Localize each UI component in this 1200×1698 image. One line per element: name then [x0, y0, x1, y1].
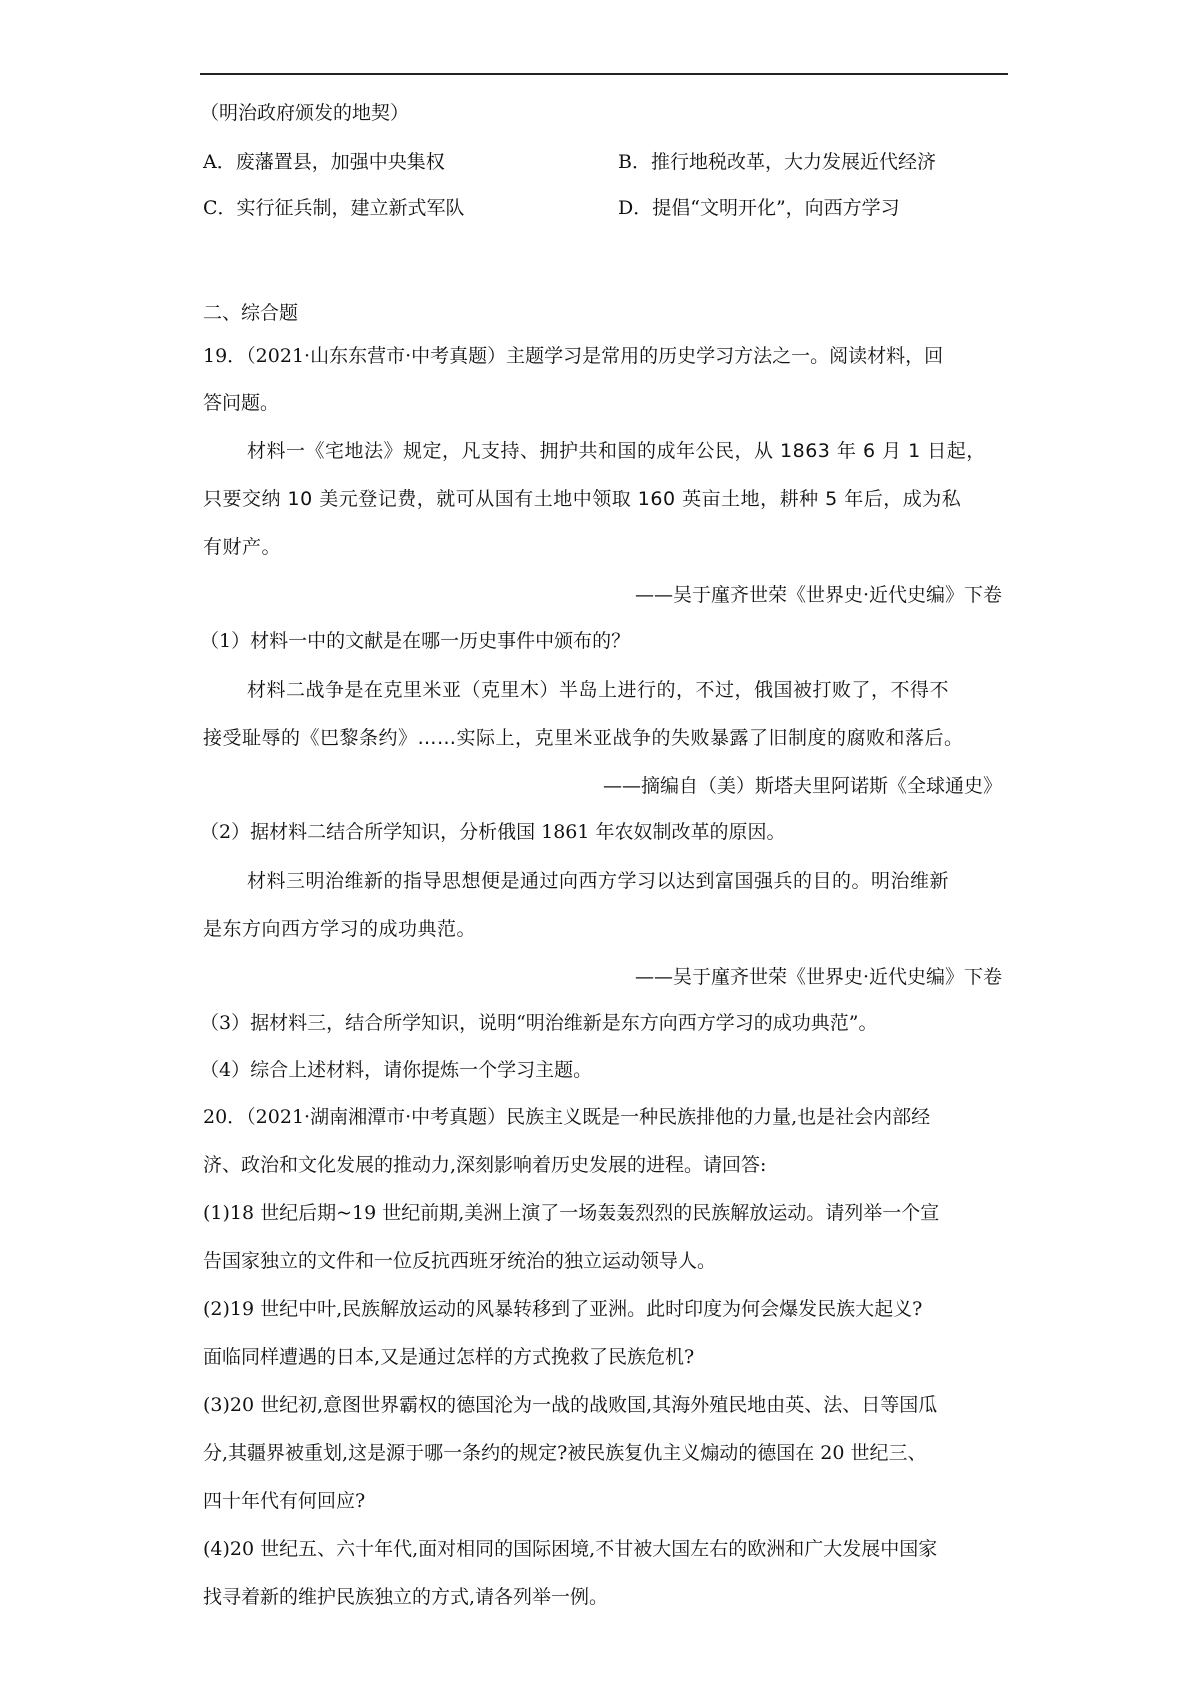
q19-subquestion-2: （2）据材料二结合所学知识，分析俄国 1861 年农奴制改革的原因。 — [200, 821, 786, 843]
material-3-line: 是东方向西方学习的成功典范。 — [203, 918, 477, 940]
q19-subquestion-3: （3）据材料三，结合所学知识，说明“明治维新是东方向西方学习的成功典范”。 — [200, 1012, 878, 1034]
q20-line: 分,其疆界被重划,这是源于哪一条约的规定?被民族复仇主义煽动的德国在 20 世纪三、 — [203, 1442, 927, 1464]
q19-subquestion-4: （4）综合上述材料，请你提炼一个学习主题。 — [200, 1059, 593, 1081]
q20-line: 面临同样遭遇的日本,又是通过怎样的方式挽救了民族危机? — [203, 1346, 695, 1368]
material-3-source: ——吴于廑齐世荣《世界史·近代史编》下卷 — [634, 966, 1002, 988]
option-b[interactable]: B．推行地税改革，大力发展近代经济 — [618, 151, 936, 173]
option-c[interactable]: C．实行征兵制，建立新式军队 — [203, 197, 465, 219]
material-1-source: ——吴于廑齐世荣《世界史·近代史编》下卷 — [634, 584, 1002, 606]
q20-line: (3)20 世纪初,意图世界霸权的德国沦为一战的战败国,其海外殖民地由英、法、日等国瓜 — [203, 1394, 938, 1416]
q20-line: (1)18 世纪后期~19 世纪前期,美洲上演了一场轰轰烈烈的民族解放运动。请列举一个宣 — [203, 1202, 940, 1224]
q19-stem-line: 19．（2021·山东东营市·中考真题）主题学习是常用的历史学习方法之一。阅读材料，回 — [203, 345, 944, 367]
q19-stem-line: 答问题。 — [203, 392, 280, 414]
section-title: 二、综合题 — [203, 302, 299, 324]
material-2-line: 材料二战争是在克里米亚（克里木）半岛上进行的，不过，俄国被打败了，不得不 — [247, 679, 950, 701]
option-d[interactable]: D．提倡“文明开化”，向西方学习 — [618, 197, 900, 219]
q20-line: 济、政治和文化发展的推动力,深刻影响着历史发展的进程。请回答: — [203, 1154, 767, 1176]
q20-line: (4)20 世纪五、六十年代,面对相同的国际困境,不甘被大国左右的欧洲和广大发展中国家 — [203, 1538, 938, 1560]
option-a[interactable]: A．废藩置县，加强中央集权 — [203, 151, 445, 173]
material-1-line: 只要交纳 10 美元登记费，就可从国有土地中领取 160 英亩土地，耕种 5 年后，成为私 — [203, 488, 962, 510]
material-2-line: 接受耻辱的《巴黎条约》……实际上，克里米亚战争的失败暴露了旧制度的腐败和落后。 — [203, 727, 964, 749]
material-1-line: 材料一《宅地法》规定，凡支持、拥护共和国的成年公民，从 1863 年 6 月 1 日起， — [247, 440, 986, 462]
material-3-line: 材料三明治维新的指导思想便是通过向西方学习以达到富国强兵的目的。明治维新 — [247, 870, 950, 892]
material-2-source: ——摘编自（美）斯塔夫里阿诺斯《全球通史》 — [602, 775, 1002, 797]
q20-line: 四十年代有何回应? — [203, 1490, 366, 1512]
q20-line: 20．（2021·湖南湘潭市·中考真题）民族主义既是一种民族排他的力量,也是社会内部经 — [203, 1106, 931, 1128]
q20-line: (2)19 世纪中叶,民族解放运动的风暴转移到了亚洲。此时印度为何会爆发民族大起义? — [203, 1298, 923, 1320]
q20-line: 告国家独立的文件和一位反抗西班牙统治的独立运动领导人。 — [203, 1250, 717, 1272]
image-caption: （明治政府颁发的地契） — [200, 102, 410, 124]
material-1-line: 有财产。 — [203, 536, 282, 558]
header-rule — [200, 73, 1008, 75]
q19-subquestion-1: （1）材料一中的文献是在哪一历史事件中颁布的？ — [200, 630, 631, 652]
q20-line: 找寻着新的维护民族独立的方式,请各列举一例。 — [203, 1586, 609, 1608]
